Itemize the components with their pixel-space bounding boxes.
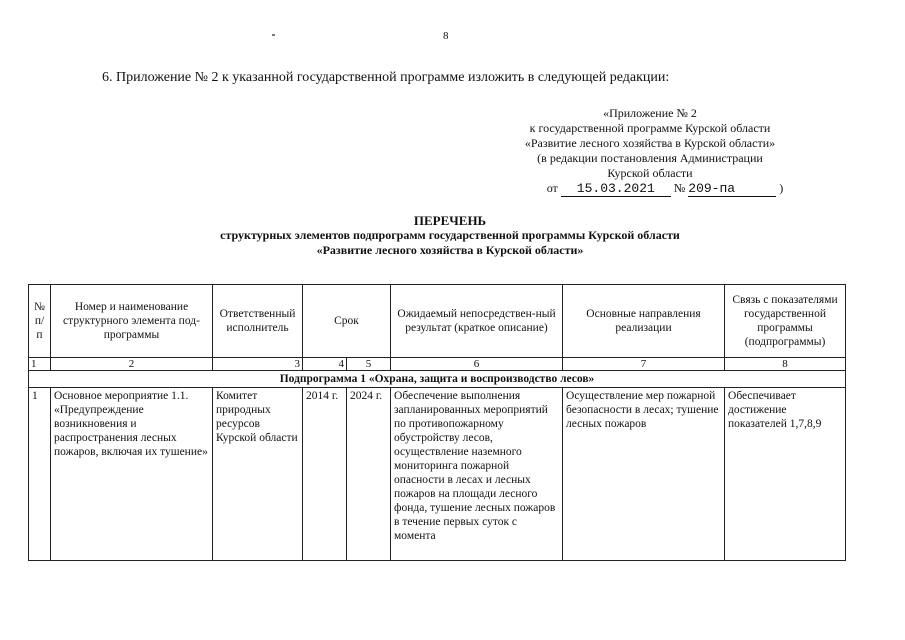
cell-directions: Осуществление мер пожарной безопасности в лесах; тушение лесных пожаров	[563, 388, 725, 561]
appendix-line-2: к государственной программе Курской области	[529, 121, 771, 135]
appendix-line-3: «Развитие лесного хозяйства в Курской области»	[524, 136, 776, 150]
cell-num: 1	[29, 388, 51, 561]
resolution-number: 209-па	[688, 181, 776, 197]
list-heading	[150, 213, 750, 258]
cell-result: Обеспечение выполнения запланированных мероприятий по противопожарному обустройству лесов, осуществление наземного мониторинга пожарной опасности в лесах и лесных пожаров на площади лесного фонда, тушение лесных пожаров в течение первых суток с момента	[391, 388, 563, 561]
column-number-row	[29, 358, 846, 371]
header-link: Связь с показателями государственной программы (подпрограммы)	[725, 285, 846, 358]
header-result: Ожидаемый непосредствен-ный результат (краткое описание)	[391, 285, 563, 358]
number-label: №	[673, 181, 686, 195]
page-number: 8	[443, 30, 449, 42]
appendix-line-1: «Приложение № 2	[603, 106, 697, 120]
column-number: 8	[725, 358, 846, 371]
cell-name: Основное мероприятие 1.1. «Предупреждение возникновения и распространения лесных пожаров, включая их тушение»	[51, 388, 213, 561]
appendix-header	[490, 106, 810, 197]
heading-title: ПЕРЕЧЕНЬ	[413, 213, 487, 228]
column-number: 4	[303, 358, 347, 371]
structural-elements-table	[28, 284, 846, 561]
column-number: 1	[29, 358, 51, 371]
subprogram-row	[29, 371, 846, 388]
scan-artifact	[272, 34, 275, 36]
cell-link: Обеспечивает достижение показателей 1,7,8,9	[725, 388, 846, 561]
resolution-date: 15.03.2021	[561, 181, 671, 197]
header-num: № п/п	[29, 285, 51, 358]
cell-end-year: 2024 г.	[347, 388, 391, 561]
table-header-row	[29, 285, 846, 358]
header-executor: Ответственный исполнитель	[213, 285, 303, 358]
appendix-line-4: (в редакции постановления Администрации	[537, 151, 763, 165]
amendment-item-text: 6. Приложение № 2 к указанной государственной программе изложить в следующей редакции:	[102, 70, 670, 85]
column-number: 7	[563, 358, 725, 371]
from-label: от	[546, 181, 558, 195]
column-number: 5	[347, 358, 391, 371]
heading-line-2: структурных элементов подпрограмм государственной программы Курской области	[220, 228, 680, 242]
column-number: 6	[391, 358, 563, 371]
cell-executor: Комитет природных ресурсов Курской области	[213, 388, 303, 561]
header-term: Срок	[303, 285, 391, 358]
subprogram-title: Подпрограмма 1 «Охрана, защита и воспроизводство лесов»	[29, 371, 846, 388]
resolution-date-line	[520, 181, 810, 197]
appendix-line-5: Курской области	[607, 166, 693, 180]
column-number: 3	[213, 358, 303, 371]
closing-bracket: )	[779, 181, 784, 195]
heading-line-3: «Развитие лесного хозяйства в Курской области»	[316, 243, 584, 257]
column-number: 2	[51, 358, 213, 371]
header-directions: Основные направления реализации	[563, 285, 725, 358]
cell-start-year: 2014 г.	[303, 388, 347, 561]
table-row	[29, 388, 846, 561]
header-name: Номер и наименование структурного элемента под-программы	[51, 285, 213, 358]
